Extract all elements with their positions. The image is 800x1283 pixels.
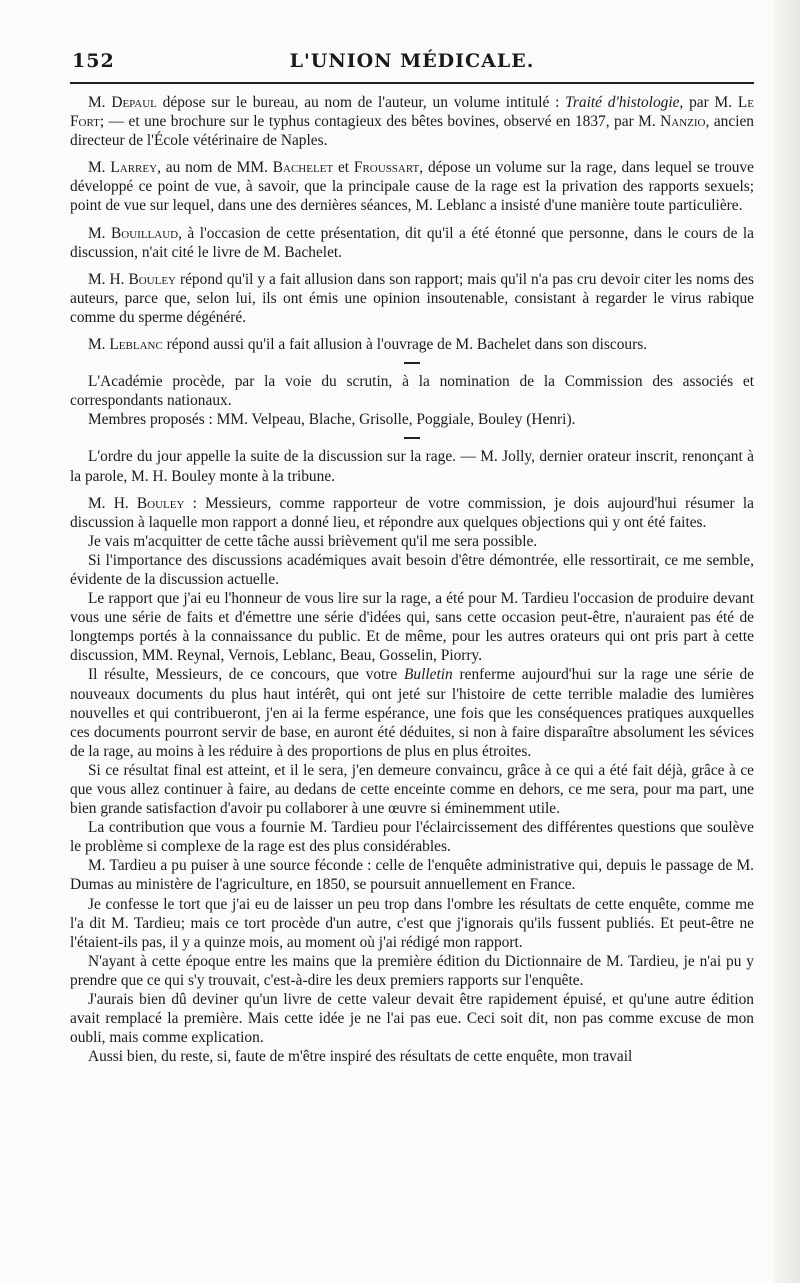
- page-edge-shadow: [774, 0, 800, 1283]
- paragraph: La contribution que vous a fournie M. Tardieu pour l'éclaircissement des différentes questions que soulève le problème si complexe de la rage est des plus considérables.: [70, 819, 754, 856]
- paragraph: Le rapport que j'ai eu l'honneur de vous lire sur la rage, a été pour M. Tardieu l'occasion de produire devant vous une série de faits et d'émettre une série d'idées qui, sans cette occasion peut-être, n'auraient pas été de longtemps portés à la connaissance du public. Et de même, pour les autres orateurs qui ont pris part à cette discussion, MM. Reynal, Vernois, Leblanc, Beau, Gosselin, Piorry.: [70, 590, 754, 665]
- speaker-name: Bouley: [136, 494, 185, 512]
- speaker-name: Larrey: [110, 159, 158, 177]
- paragraph-larrey: M. Larrey, au nom de MM. Bachelet et Froussart, dépose un volume sur la rage, dans lequel se trouve développé ce point de vue, à savoir, que la principale cause de la rage est la privation des rapports sexuels; point de vue sur lequel, dans une des dernières séances, M. Leblanc a insisté d'une manière toute particulière.: [70, 159, 754, 215]
- paragraph-bouley-speech: M. H. Bouley : Messieurs, comme rapporteur de votre commission, je dois aujourd'hui résumer la discussion à laquelle mon rapport a donné lieu, et répondre aux quelques objections qui y ont été faites.: [70, 494, 754, 531]
- paragraph: Si ce résultat final est atteint, et il le sera, j'en demeure convaincu, grâce à ce qui a été fait déjà, grâce à ce que vous allez continuer à faire, au dedans de cette enceinte comme en dehors, ce me sera, pour ma part, une bien grande satisfaction d'avoir pu collaborer à une œuvre si éminemment utile.: [70, 761, 754, 818]
- paragraph: M. Tardieu a pu puiser à une source féconde : celle de l'enquête administrative qui, depuis le passage de M. Dumas au ministère de l'agriculture, en 1850, se poursuit annuellement en France.: [70, 857, 754, 894]
- paragraph-bouley-reply: M. H. Bouley répond qu'il y a fait allusion dans son rapport; mais qu'il n'a pas cru devoir citer les noms des auteurs, parce que, selon lui, ils ont émis une opinion insoutenable, consistant à regarder le virus rabique comme du sperme dégénéré.: [70, 270, 754, 326]
- section-separator: [404, 362, 420, 364]
- article-body: [70, 93, 754, 1066]
- paragraph-bulletin: Il résulte, Messieurs, de ce concours, que votre Bulletin renferme aujourd'hui sur la rage une série de nouveaux documents du plus haut intérêt, qui ont jeté sur l'histoire de cette terrible maladie des lumières nouvelles et qui contribueront, j'en ai la ferme espérance, une fois que les conséquences pratiques auxquelles ces documents pourront servir de base, en auront été déduites, si non à faire disparaître absolument les sévices de la rage, au moins à les réduire à des proportions de plus en plus étroites.: [70, 666, 754, 760]
- section-separator: [404, 437, 420, 439]
- bulletin-title: Bulletin: [404, 666, 453, 684]
- page-header: [72, 44, 752, 76]
- speaker-name: Bouillaud: [111, 224, 179, 242]
- paragraph: Si l'importance des discussions académiques avait besoin d'être démontrée, elle ressortirait, ce me semble, évidente de la discussion actuelle.: [70, 551, 754, 588]
- paragraph-scrutin: L'Académie procède, par la voie du scrutin, à la nomination de la Commission des associés et correspondants nationaux.: [70, 373, 754, 410]
- paragraph: Je confesse le tort que j'ai eu de laisser un peu trop dans l'ombre les résultats de cette enquête, comme me l'a dit M. Tardieu; mais ce tort procède d'un autre, c'est que j'ignorais qu'ils fussent publiés. Et peut-être ne l'étaient-ils pas, il y a quinze mois, au moment où j'ai rédigé mon rapport.: [70, 895, 754, 951]
- paragraph: N'ayant à cette époque entre les mains que la première édition du Dictionnaire de M. Tardieu, je n'ai pu y prendre que ce qui s'y trouvait, c'est-à-dire les deux premiers rapports sur l'enquête.: [70, 952, 754, 989]
- paragraph-depaul: M. Depaul dépose sur le bureau, au nom de l'auteur, un volume intitulé : Traité d'histologie, par M. Le Fort; — et une brochure sur le typhus contagieux des bêtes bovines, observé en 1837, par M. Nanzio, ancien directeur de l'École vétérinaire de Naples.: [70, 94, 754, 150]
- paragraph-leblanc: M. Leblanc répond aussi qu'il a fait allusion à l'ouvrage de M. Bachelet dans son discours.: [88, 336, 648, 354]
- speaker-name: Depaul: [111, 94, 157, 111]
- running-title: L'UNION MÉDICALE.: [289, 50, 535, 72]
- header-rule: [70, 82, 754, 84]
- paragraph-ordre-du-jour: L'ordre du jour appelle la suite de la discussion sur la rage. — M. Jolly, dernier orateur inscrit, renonçant à la parole, M. H. Bouley monte à la tribune.: [70, 448, 754, 485]
- paragraph-membres: Membres proposés : MM. Velpeau, Blache, Grisolle, Poggiale, Bouley (Henri).: [88, 411, 576, 429]
- speaker-name: Leblanc: [109, 336, 163, 354]
- paragraph: Aussi bien, du reste, si, faute de m'être inspiré des résultats de cette enquête, mon travail: [88, 1048, 633, 1066]
- paragraph: J'aurais bien dû deviner qu'un livre de cette valeur devait être rapidement épuisé, et qu'une autre édition avait remplacé la première. Mais cette idée je ne l'ai pas eue. Ceci soit dit, non pas comme excuse de mon oubli, mais comme explication.: [70, 991, 754, 1047]
- paragraph: Je vais m'acquitter de cette tâche aussi brièvement qu'il me sera possible.: [88, 532, 538, 550]
- book-title: Traité d'histologie,: [565, 94, 684, 111]
- paragraph-bouillaud: M. Bouillaud, à l'occasion de cette présentation, dit qu'il a été étonné que personne, dans le cours de la discussion, n'ait cité le livre de M. Bachelet.: [70, 224, 754, 261]
- page-number: 152: [72, 50, 115, 72]
- speaker-name: Bouley: [128, 270, 176, 288]
